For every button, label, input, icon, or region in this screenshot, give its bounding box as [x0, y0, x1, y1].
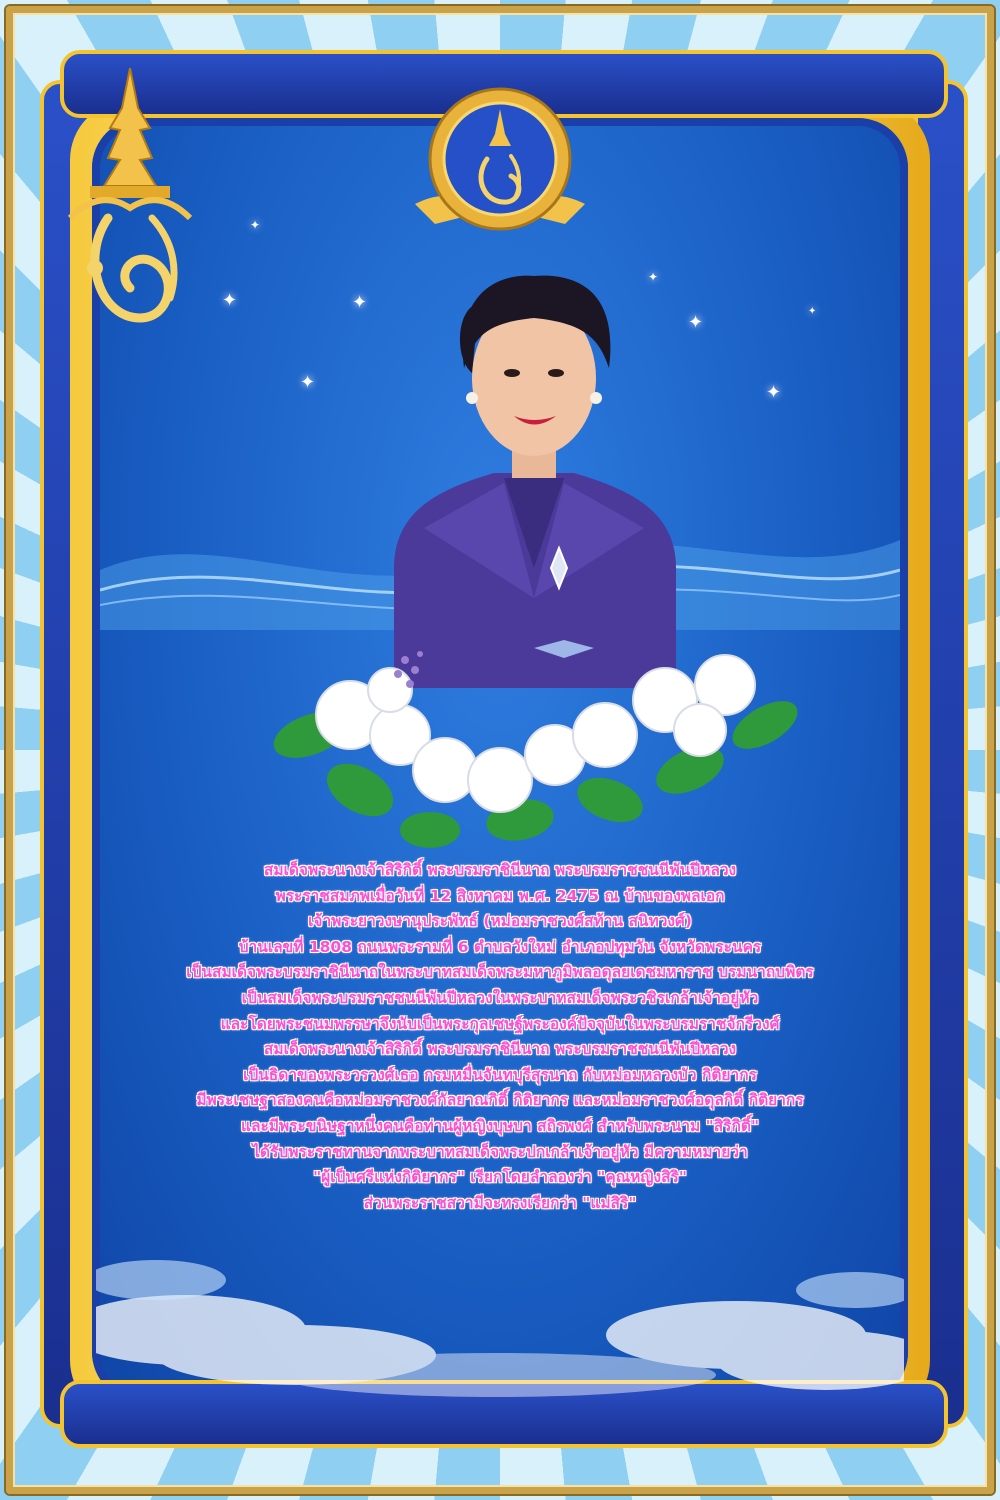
text-line-5: เป็นสมเด็จพระบรมราชินีนาถในพระบาทสมเด็จพระมหาภูมิพลอดุลยเดชมหาราช บรมนาถบพิตร	[186, 963, 814, 982]
text-line-13: "ผู้เป็นศรีแห่งกิติยากร" เรียกโดยลำลองว่า "คุณหญิงสิริ"	[313, 1168, 687, 1187]
royal-crest-laurel-icon	[415, 84, 585, 244]
text-line-1: สมเด็จพระนางเจ้าสิริกิติ์ พระบรมราชินีนาถ พระบรมราชชนนีพันปีหลวง	[263, 861, 737, 879]
sparkle-star-icon: ✦	[222, 290, 238, 311]
sparkle-star-icon: ✦	[688, 312, 704, 333]
text-line-3: เจ้าพระยาวงษานุประพัทธ์ (หม่อมราชวงศ์สท้าน สนิทวงศ์)	[308, 912, 692, 931]
sparkle-star-icon: ✦	[300, 372, 316, 393]
sparkle-star-icon: ✦	[648, 270, 659, 284]
text-line-4: บ้านเลขที่ 1808 ถนนพระรามที่ 6 ตำบลวังใหม่ อำเภอปทุมวัน จังหวัดพระนคร	[238, 937, 762, 956]
text-line-12: ได้รับพระราชทานจากพระบาทสมเด็จพระปกเกล้าเจ้าอยู่หัว มีความหมายว่า	[252, 1142, 748, 1161]
sparkle-star-icon: ✦	[766, 382, 782, 403]
text-line-9: เป็นธิดาของพระวรวงศ์เธอ กรมหมื่นจันทบุรีสุรนาถ กับหม่อมหลวงบัว กิติยากร	[243, 1065, 757, 1084]
sparkle-star-icon: ✦	[352, 292, 368, 313]
text-line-6: เป็นสมเด็จพระบรมราชชนนีพันปีหลวงในพระบาทสมเด็จพระวชิรเกล้าเจ้าอยู่หัว	[241, 988, 759, 1007]
text-line-2: พระราชสมภพเมื่อวันที่ 12 สิงหาคม พ.ศ. 2475 ณ บ้านของพลเอก	[275, 886, 725, 905]
portrait-photo	[384, 268, 684, 688]
sparkle-star-icon: ✦	[250, 218, 261, 232]
text-line-8: สมเด็จพระนางเจ้าสิริกิติ์ พระบรมราชินีนาถ พระบรมราชชนนีพันปีหลวง	[263, 1040, 737, 1059]
biography-text	[120, 858, 880, 1216]
royal-sirikit-cipher-icon	[60, 68, 200, 338]
text-line-10: มีพระเชษฐาสองคนคือหม่อมราชวงศ์กัลยาณกิติ์ กิติยากร และหม่อมราชวงศ์อดุลกิติ์ กิติยากร	[196, 1091, 804, 1110]
text-line-14: ส่วนพระราชสวามีจะทรงเรียกว่า "แม่สิริ"	[363, 1193, 637, 1212]
text-line-7: และโดยพระชนมพรรษาจึงนับเป็นพระกุลเชษฐ์พระองค์ปัจจุบันในพระบรมราชจักรีวงศ์	[220, 1014, 780, 1033]
text-line-11: และมีพระขนิษฐาหนึ่งคนคือท่านผู้หญิงบุษบา สถิรพงศ์ สำหรับพระนาม "สิริกิติ์"	[240, 1116, 760, 1135]
jasmine-flowers	[270, 640, 800, 860]
sparkle-star-icon: ✦	[808, 306, 817, 317]
